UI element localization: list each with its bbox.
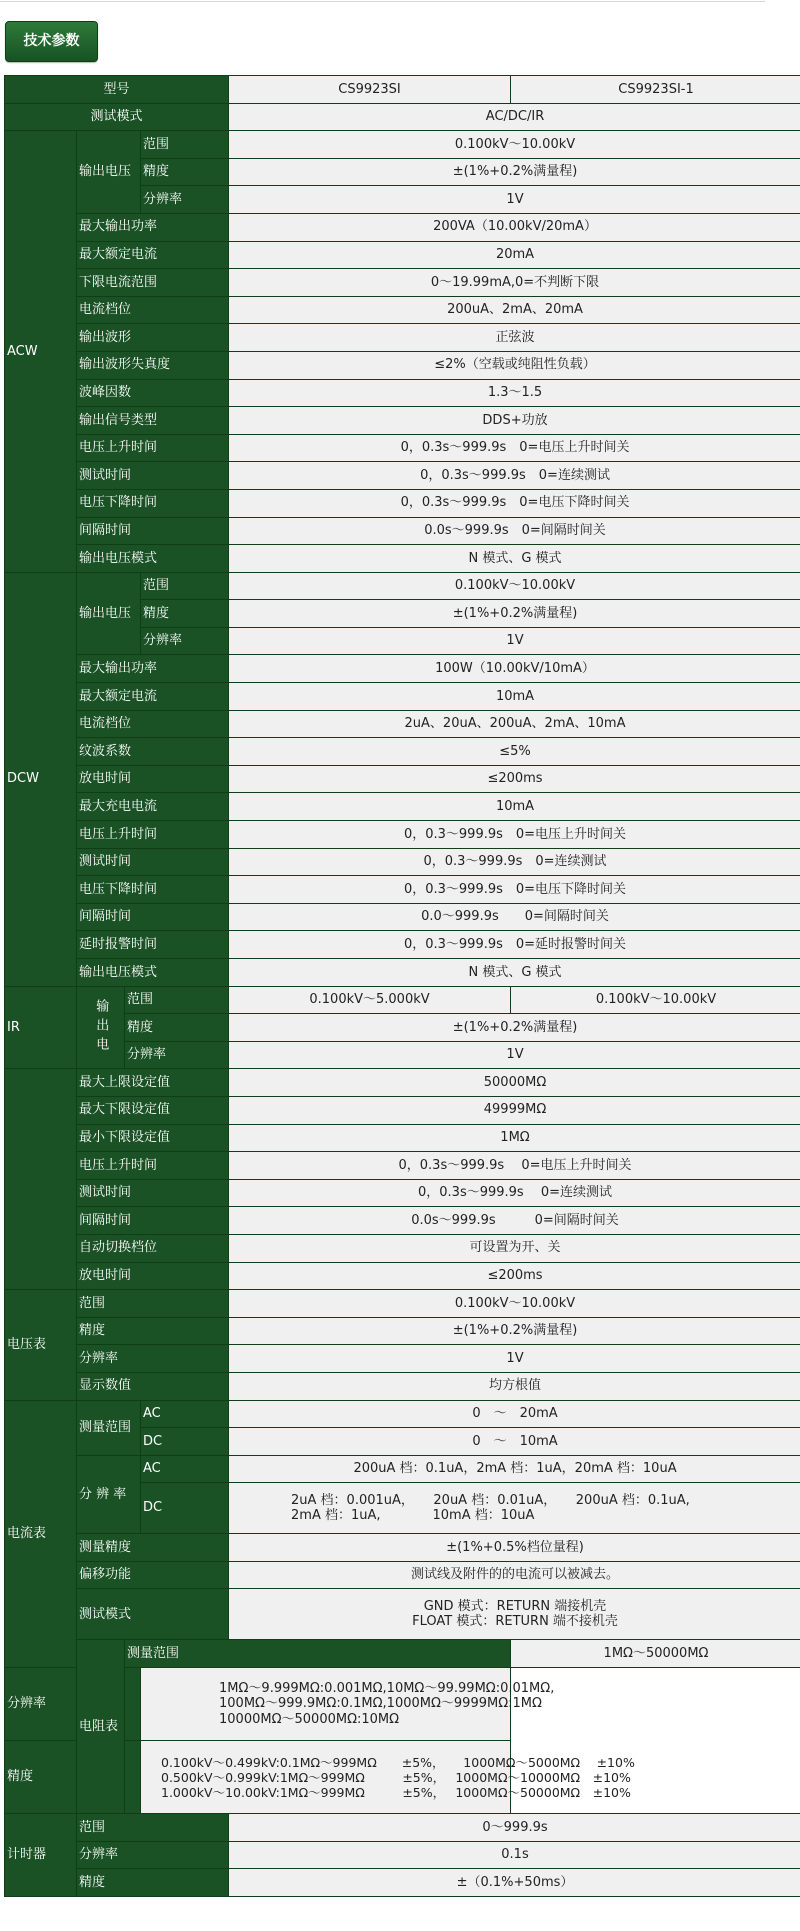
ammeter-res-ac-label: AC bbox=[141, 1455, 229, 1483]
ammeter-res-ac-value: 200uA 档：0.1uA，2mA 档：1uA，20mA 档：10uA bbox=[229, 1455, 800, 1483]
ohmmeter-resolution-label: 分辨率 bbox=[5, 1668, 141, 1741]
table-row bbox=[5, 1262, 800, 1290]
dcw-range-label: 范围 bbox=[141, 572, 229, 600]
ammeter-dc-label: DC bbox=[141, 1428, 229, 1456]
row-value: 0.0～999.9s 0=间隔时间关 bbox=[229, 903, 800, 931]
table-row bbox=[5, 655, 800, 683]
table-row bbox=[5, 1317, 800, 1345]
row-label: 精度 bbox=[77, 1869, 229, 1897]
row-label: 最大输出功率 bbox=[77, 213, 229, 241]
ir-accuracy-value: ±(1%+0.2%满量程) bbox=[229, 1014, 800, 1042]
table-row bbox=[5, 793, 800, 821]
row-value: 0，0.3～999.9s 0=电压下降时间关 bbox=[229, 876, 800, 904]
row-value: ≤5% bbox=[229, 738, 800, 766]
acw-output-voltage-label: 输出电压 bbox=[77, 131, 141, 214]
row-value: 1.3～1.5 bbox=[229, 379, 800, 407]
row-label: 自动切换档位 bbox=[77, 1234, 229, 1262]
table-row bbox=[5, 931, 800, 959]
row-value: 0，0.3s～999.9s 0=连续测试 bbox=[229, 1179, 800, 1207]
table-row bbox=[5, 1041, 800, 1069]
table-row bbox=[5, 765, 800, 793]
dcw-resolution-value: 1V bbox=[229, 627, 800, 655]
table-row bbox=[5, 876, 800, 904]
ammeter-test-mode-value bbox=[229, 1589, 800, 1640]
row-label: 间隔时间 bbox=[77, 1207, 229, 1235]
timer-group-label: 计时器 bbox=[5, 1814, 77, 1897]
acw-resolution-label: 分辨率 bbox=[141, 186, 229, 214]
table-row bbox=[5, 434, 800, 462]
row-label: 电压下降时间 bbox=[77, 489, 229, 517]
row-value: ≤2%（空载或纯阻性负载） bbox=[229, 351, 800, 379]
table-row bbox=[5, 489, 800, 517]
acw-group-label: ACW bbox=[5, 131, 77, 573]
row-label: 分辨率 bbox=[77, 1841, 229, 1869]
ohmmeter-res-line3: 10000MΩ～50000MΩ:10MΩ bbox=[219, 1711, 400, 1727]
ammeter-res-dc-label: DC bbox=[141, 1483, 229, 1534]
row-value: 2uA、20uA、200uA、2mA、10mA bbox=[229, 710, 800, 738]
table-row bbox=[5, 407, 800, 435]
dcw-accuracy-label: 精度 bbox=[141, 600, 229, 628]
table-row bbox=[5, 1179, 800, 1207]
table-row bbox=[5, 1869, 800, 1897]
ohmmeter-resolution-value bbox=[141, 1668, 555, 1741]
row-value: 可设置为开、关 bbox=[229, 1234, 800, 1262]
ohmmeter-range-label: 测量范围 bbox=[125, 1640, 511, 1668]
row-label: 波峰因数 bbox=[77, 379, 229, 407]
row-label: 电流档位 bbox=[77, 296, 229, 324]
row-label: 纹波系数 bbox=[77, 738, 229, 766]
row-value: 100W（10.00kV/10mA） bbox=[229, 655, 800, 683]
model-label: 型号 bbox=[5, 76, 229, 104]
ir-range-label: 范围 bbox=[125, 986, 229, 1014]
test-mode-value: AC/DC/IR bbox=[229, 103, 800, 131]
dcw-group-label: DCW bbox=[5, 572, 77, 986]
table-row bbox=[5, 241, 800, 269]
ohmmeter-acc-line3: 1.000kV～10.00kV:1MΩ～999MΩ ±5%， 1000MΩ～50000MΩ ±10% bbox=[161, 1784, 631, 1800]
row-label: 输出电压模式 bbox=[77, 545, 229, 573]
dcw-accuracy-value: ±(1%+0.2%满量程) bbox=[229, 600, 800, 628]
ammeter-test-mode-label: 测试模式 bbox=[77, 1589, 229, 1640]
ammeter-group-label: 电流表 bbox=[5, 1400, 77, 1668]
table-row bbox=[5, 213, 800, 241]
table-row bbox=[5, 710, 800, 738]
row-value: ±（0.1%+50ms） bbox=[229, 1869, 800, 1897]
top-divider bbox=[0, 1, 765, 2]
row-label: 最大上限设定值 bbox=[77, 1069, 229, 1097]
table-row bbox=[5, 103, 800, 131]
row-label: 输出电压模式 bbox=[77, 959, 229, 987]
row-value: 1V bbox=[229, 1345, 800, 1373]
row-label: 最大额定电流 bbox=[77, 683, 229, 711]
row-value: ±(1%+0.2%满量程) bbox=[229, 1317, 800, 1345]
dcw-resolution-label: 分辨率 bbox=[141, 627, 229, 655]
ammeter-resolution-label: 分 辨 率 bbox=[77, 1455, 141, 1534]
row-value: ≤200ms bbox=[229, 1262, 800, 1290]
row-value: 0～999.9s bbox=[229, 1814, 800, 1842]
row-label: 间隔时间 bbox=[77, 517, 229, 545]
row-value: 0，0.3s～999.9s 0=连续测试 bbox=[229, 462, 800, 490]
row-label: 测试时间 bbox=[77, 848, 229, 876]
table-row bbox=[5, 738, 800, 766]
table-row bbox=[5, 1814, 800, 1842]
row-label: 测试时间 bbox=[77, 462, 229, 490]
row-value: 0～19.99mA,0=不判断下限 bbox=[229, 269, 800, 297]
acw-accuracy-label: 精度 bbox=[141, 158, 229, 186]
row-value: 0，0.3s～999.9s 0=电压上升时间关 bbox=[229, 1152, 800, 1180]
table-row bbox=[5, 1640, 800, 1668]
model-cs9923si: CS9923SI bbox=[229, 76, 511, 104]
ohmmeter-res-line1: 1MΩ～9.999MΩ:0.001MΩ,10MΩ～99.99MΩ:0.01MΩ, bbox=[219, 1680, 555, 1696]
row-value: 50000MΩ bbox=[229, 1069, 800, 1097]
row-value: 0.100kV～10.00kV bbox=[229, 1290, 800, 1318]
row-label: 最大充电电流 bbox=[77, 793, 229, 821]
table-row bbox=[5, 959, 800, 987]
ohmmeter-accuracy-label: 精度 bbox=[5, 1741, 141, 1814]
row-label: 电压上升时间 bbox=[77, 821, 229, 849]
row-label: 电压上升时间 bbox=[77, 434, 229, 462]
row-value: 0.0s～999.9s 0=间隔时间关 bbox=[229, 1207, 800, 1235]
row-value: 200VA（10.00kV/20mA） bbox=[229, 213, 800, 241]
row-label: 最大额定电流 bbox=[77, 241, 229, 269]
ohmmeter-group-label: 电阻表 bbox=[77, 1640, 125, 1814]
row-value: 20mA bbox=[229, 241, 800, 269]
model-cs9923si-1: CS9923SI-1 bbox=[511, 76, 800, 104]
row-value: 10mA bbox=[229, 793, 800, 821]
row-value: 0，0.3～999.9s 0=连续测试 bbox=[229, 848, 800, 876]
dcw-output-voltage-label: 输出电压 bbox=[77, 572, 141, 655]
ammeter-ac-label: AC bbox=[141, 1400, 229, 1428]
row-label: 显示数值 bbox=[77, 1372, 229, 1400]
row-value: ≤200ms bbox=[229, 765, 800, 793]
row-value: N 模式、G 模式 bbox=[229, 959, 800, 987]
acw-range-label: 范围 bbox=[141, 131, 229, 159]
row-label: 范围 bbox=[77, 1814, 229, 1842]
row-value: 0，0.3～999.9s 0=电压上升时间关 bbox=[229, 821, 800, 849]
spec-table bbox=[4, 75, 800, 1897]
ir-accuracy-label: 精度 bbox=[125, 1014, 229, 1042]
row-label: 精度 bbox=[77, 1317, 229, 1345]
ohmmeter-acc-line1: 0.100kV～0.499kV:0.1MΩ～999MΩ ±5%， 1000MΩ～5000MΩ ±10% bbox=[161, 1754, 635, 1770]
dcw-range-value: 0.100kV～10.00kV bbox=[229, 572, 800, 600]
row-label: 电流档位 bbox=[77, 710, 229, 738]
row-label: 分辨率 bbox=[77, 1345, 229, 1373]
row-label: 电压下降时间 bbox=[77, 876, 229, 904]
row-value: 0.1s bbox=[229, 1841, 800, 1869]
ohmmeter-range-value: 1MΩ～50000MΩ bbox=[511, 1640, 800, 1668]
section-title-button[interactable]: 技术参数 bbox=[5, 21, 98, 62]
row-value: 200uA、2mA、20mA bbox=[229, 296, 800, 324]
ammeter-res-dc-line1: 2uA 档：0.001uA， 20uA 档：0.01uA， 200uA 档：0.1uA, bbox=[291, 1492, 690, 1508]
table-row bbox=[5, 1668, 800, 1741]
row-label: 放电时间 bbox=[77, 1262, 229, 1290]
table-row bbox=[5, 1014, 800, 1042]
row-label: 范围 bbox=[77, 1290, 229, 1318]
voltmeter-group-label: 电压表 bbox=[5, 1290, 77, 1400]
table-row bbox=[5, 848, 800, 876]
row-value: 0，0.3s～999.9s 0=电压下降时间关 bbox=[229, 489, 800, 517]
row-value: 0，0.3～999.9s 0=延时报警时间关 bbox=[229, 931, 800, 959]
row-label: 输出波形失真度 bbox=[77, 351, 229, 379]
ir-group-label: IR bbox=[5, 986, 77, 1069]
row-label: 延时报警时间 bbox=[77, 931, 229, 959]
test-mode-label: 测试模式 bbox=[5, 103, 229, 131]
ammeter-mode-gnd: GND 模式：RETURN 端接机壳 bbox=[423, 1598, 607, 1614]
table-row bbox=[5, 986, 800, 1014]
table-row bbox=[5, 1400, 800, 1428]
table-row bbox=[5, 1096, 800, 1124]
table-row bbox=[5, 1069, 800, 1097]
table-row bbox=[5, 1152, 800, 1180]
table-row bbox=[5, 1741, 800, 1814]
table-row bbox=[5, 572, 800, 600]
table-row bbox=[5, 324, 800, 352]
table-row bbox=[5, 1207, 800, 1235]
table-row bbox=[5, 1561, 800, 1589]
table-row bbox=[5, 683, 800, 711]
table-row bbox=[5, 1372, 800, 1400]
row-value: 均方根值 bbox=[229, 1372, 800, 1400]
table-row bbox=[5, 462, 800, 490]
table-row bbox=[5, 296, 800, 324]
row-value: 0，0.3s～999.9s 0=电压上升时间关 bbox=[229, 434, 800, 462]
ammeter-offset-value: 测试线及附件的的电流可以被减去。 bbox=[229, 1561, 800, 1589]
table-row bbox=[5, 1234, 800, 1262]
row-label: 输出信号类型 bbox=[77, 407, 229, 435]
table-row bbox=[5, 269, 800, 297]
table-row bbox=[5, 1345, 800, 1373]
ir-resolution-value: 1V bbox=[229, 1041, 800, 1069]
ir-output-voltage-label: 输出电 bbox=[77, 986, 125, 1069]
row-label: 间隔时间 bbox=[77, 903, 229, 931]
ammeter-ac-range: 0 ～ 20mA bbox=[229, 1400, 800, 1428]
ammeter-offset-label: 偏移功能 bbox=[77, 1561, 229, 1589]
ammeter-accuracy-value: ±(1%+0.5%档位量程) bbox=[229, 1534, 800, 1562]
table-row bbox=[5, 131, 800, 159]
table-row bbox=[5, 1841, 800, 1869]
acw-accuracy-value: ±(1%+0.2%满量程) bbox=[229, 158, 800, 186]
row-label: 最小下限设定值 bbox=[77, 1124, 229, 1152]
table-header-row bbox=[5, 76, 800, 104]
row-label: 放电时间 bbox=[77, 765, 229, 793]
acw-resolution-value: 1V bbox=[229, 186, 800, 214]
row-value: 10mA bbox=[229, 683, 800, 711]
row-label: 输出波形 bbox=[77, 324, 229, 352]
table-row bbox=[5, 517, 800, 545]
table-row bbox=[5, 545, 800, 573]
ammeter-res-dc-line2: 2mA 档：1uA, 10mA 档：10uA bbox=[291, 1508, 535, 1524]
ammeter-mode-float: FLOAT 模式：RETURN 端不接机壳 bbox=[412, 1614, 618, 1630]
table-row bbox=[5, 351, 800, 379]
ammeter-dc-range: 0 ～ 10mA bbox=[229, 1428, 800, 1456]
row-label: 最大下限设定值 bbox=[77, 1096, 229, 1124]
ohmmeter-res-line2: 100MΩ～999.9MΩ:0.1MΩ,1000MΩ～9999MΩ:1MΩ bbox=[219, 1696, 542, 1712]
table-row bbox=[5, 379, 800, 407]
ir-params-group bbox=[5, 1069, 77, 1290]
row-value: N 模式、G 模式 bbox=[229, 545, 800, 573]
row-value: 49999MΩ bbox=[229, 1096, 800, 1124]
table-row bbox=[5, 1290, 800, 1318]
ammeter-accuracy-label: 测量精度 bbox=[77, 1534, 229, 1562]
row-label: 下限电流范围 bbox=[77, 269, 229, 297]
ammeter-res-dc-value bbox=[229, 1483, 800, 1534]
ir-range-value-2: 0.100kV～10.00kV bbox=[511, 986, 800, 1014]
table-row bbox=[5, 1589, 800, 1640]
ir-range-value-1: 0.100kV～5.000kV bbox=[229, 986, 511, 1014]
ammeter-measure-range-label: 测量范围 bbox=[77, 1400, 141, 1455]
row-label: 电压上升时间 bbox=[77, 1152, 229, 1180]
row-value: 正弦波 bbox=[229, 324, 800, 352]
ohmmeter-acc-line2: 0.500kV～0.999kV:1MΩ～999MΩ ±5%， 1000MΩ～10000MΩ ±10% bbox=[161, 1769, 631, 1785]
row-value: DDS+功放 bbox=[229, 407, 800, 435]
table-row bbox=[5, 1534, 800, 1562]
row-label: 测试时间 bbox=[77, 1179, 229, 1207]
table-row bbox=[5, 1455, 800, 1483]
ir-resolution-label: 分辨率 bbox=[125, 1041, 229, 1069]
acw-range-value: 0.100kV～10.00kV bbox=[229, 131, 800, 159]
table-row bbox=[5, 1124, 800, 1152]
ohmmeter-accuracy-value bbox=[141, 1741, 635, 1814]
row-value: 0.0s～999.9s 0=间隔时间关 bbox=[229, 517, 800, 545]
row-label: 最大输出功率 bbox=[77, 655, 229, 683]
table-row bbox=[5, 903, 800, 931]
row-value: 1MΩ bbox=[229, 1124, 800, 1152]
table-row bbox=[5, 821, 800, 849]
